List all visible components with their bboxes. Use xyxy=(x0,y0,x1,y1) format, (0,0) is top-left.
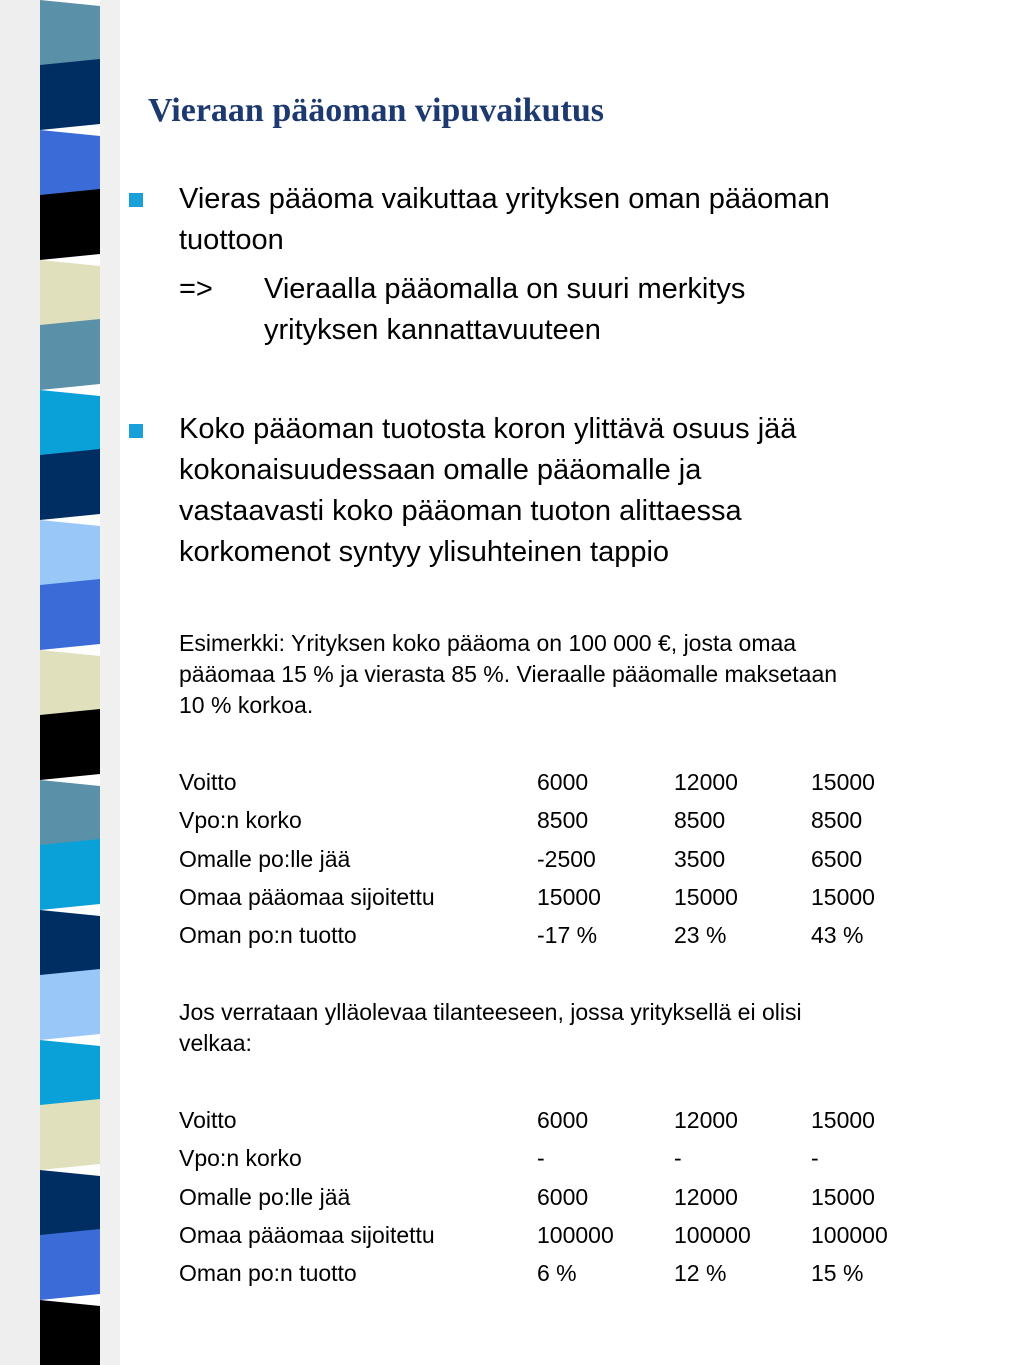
cell: 15000 xyxy=(811,1107,875,1133)
cell: 8500 xyxy=(537,807,589,834)
stripe-block xyxy=(40,709,100,780)
example-line3: 10 % korkoa. xyxy=(179,692,314,718)
cell: -2500 xyxy=(537,845,596,872)
stripe-block xyxy=(40,969,100,1040)
cell: 6 % xyxy=(537,1260,577,1287)
row-label: Oman po:n tuotto xyxy=(179,922,357,949)
bullet2-line1: Koko pääoman tuotosta koron ylittävä osuus jää xyxy=(179,413,797,445)
row-label: Vpo:n korko xyxy=(179,1145,302,1172)
row-label: Vpo:n korko xyxy=(179,807,302,834)
cell: 8500 xyxy=(674,807,726,834)
row-label: Omaa pääomaa sijoitettu xyxy=(179,1221,435,1248)
cell: 15000 xyxy=(811,1183,875,1210)
cell: -17 % xyxy=(537,922,598,949)
cell: 3500 xyxy=(674,845,726,872)
cell: 8500 xyxy=(811,807,863,834)
decorative-stripe xyxy=(0,0,120,1365)
cell: 12000 xyxy=(674,1107,738,1133)
cell: - xyxy=(674,1145,682,1172)
cell: 100000 xyxy=(537,1221,614,1248)
row-label: Omalle po:lle jää xyxy=(179,1183,351,1210)
cell: 15000 xyxy=(811,883,875,910)
row-label: Omalle po:lle jää xyxy=(179,845,351,872)
row-label: Voitto xyxy=(179,1107,237,1133)
bullet1-arrow: => xyxy=(179,273,213,305)
bullet-marker xyxy=(129,424,143,438)
bullet-marker xyxy=(129,193,143,207)
stripe-block xyxy=(40,839,100,910)
row-label: Omaa pääomaa sijoitettu xyxy=(179,883,435,910)
cell: 6000 xyxy=(537,769,589,795)
stripe-block xyxy=(40,579,100,650)
example-line2: pääomaa 15 % ja vierasta 85 %. Vieraalle pääomalle maksetaan xyxy=(179,661,838,687)
bullet2-line2: kokonaisuudessaan omalle pääomalle ja xyxy=(179,454,702,486)
cell: 6500 xyxy=(811,845,863,872)
cell: 12000 xyxy=(674,769,738,795)
bullet1-sub-line2: yrityksen kannattavuuteen xyxy=(264,314,601,346)
stripe-block xyxy=(40,59,100,130)
cell: 100000 xyxy=(811,1221,888,1248)
stripe-block xyxy=(40,1099,100,1170)
cell: 6000 xyxy=(537,1183,589,1210)
cell: 6000 xyxy=(537,1107,589,1133)
cell: - xyxy=(537,1145,545,1172)
row-label: Voitto xyxy=(179,769,237,795)
stripe-block xyxy=(40,1229,100,1300)
cell: 23 % xyxy=(674,922,727,949)
bullet1-line2: tuottoon xyxy=(179,224,284,256)
cell: 15000 xyxy=(674,883,738,910)
comparison-line1: Jos verrataan ylläolevaa tilanteeseen, jossa yrityksellä ei olisi xyxy=(179,999,802,1025)
cell: 12000 xyxy=(674,1183,738,1210)
cell: 43 % xyxy=(811,922,864,949)
cell: 100000 xyxy=(674,1221,751,1248)
bullet1-line1: Vieras pääoma vaikuttaa yrityksen oman pääoman xyxy=(179,183,830,215)
slide-title: Vieraan pääoman vipuvaikutus xyxy=(148,92,604,129)
stripe-block xyxy=(40,319,100,390)
bullet2-line4: korkomenot syntyy ylisuhteinen tappio xyxy=(179,536,670,568)
stripe-block xyxy=(40,1300,100,1365)
bullet2-line3: vastaavasti koko pääoman tuoton alittaessa xyxy=(179,495,742,527)
comparison-line2: velkaa: xyxy=(179,1030,252,1056)
example-line1: Esimerkki: Yrityksen koko pääoma on 100 000 €, josta omaa xyxy=(179,630,797,656)
cell: 15 % xyxy=(811,1260,864,1287)
cell: 15000 xyxy=(537,883,601,910)
bullet1-sub-line1: Vieraalla pääomalla on suuri merkitys xyxy=(264,273,746,305)
cell: 12 % xyxy=(674,1260,727,1287)
stripe-block xyxy=(40,189,100,260)
stripe-block xyxy=(40,449,100,520)
cell: 15000 xyxy=(811,769,875,795)
cell: - xyxy=(811,1145,819,1172)
row-label: Oman po:n tuotto xyxy=(179,1260,357,1287)
